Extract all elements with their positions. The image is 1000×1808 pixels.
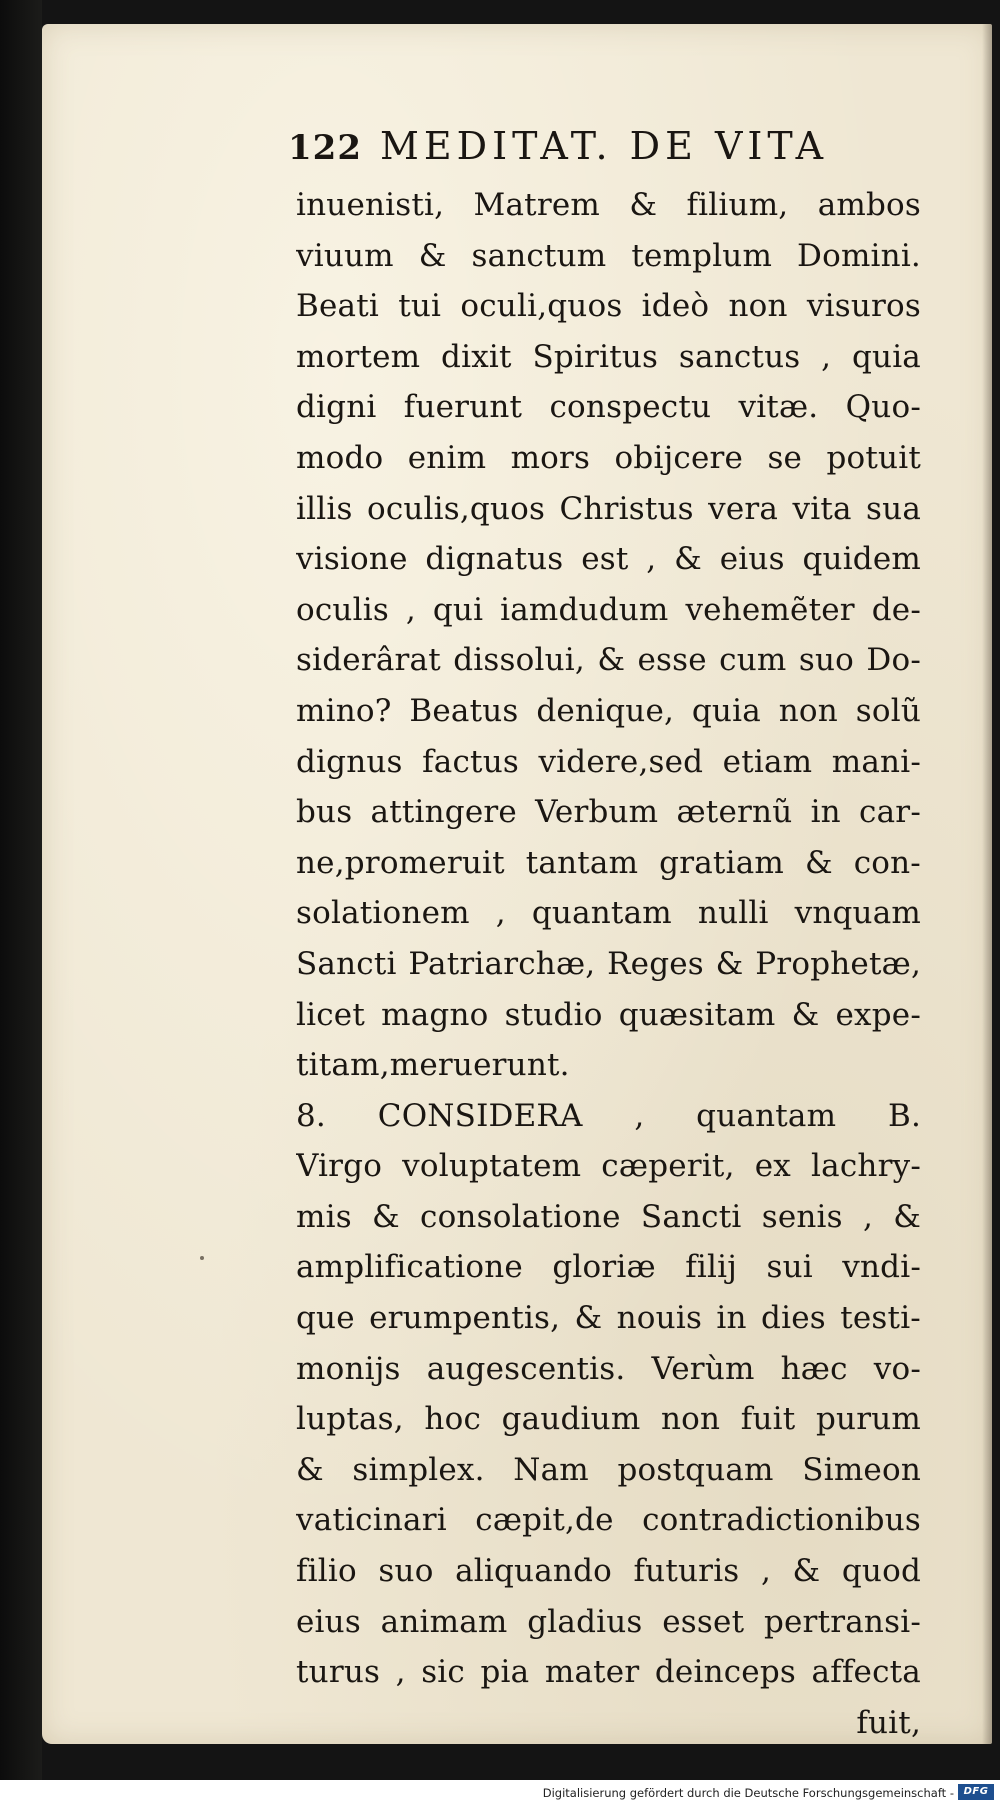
text-line: Virgo voluptatem cæperit, ex lachry- (296, 1148, 921, 1185)
text-line: licet magno studio quæsitam & expe- (296, 996, 921, 1033)
text-line: luptas, hoc gaudium non fuit purum (296, 1401, 921, 1438)
text-line: dignus factus videre,sed etiam mani- (296, 743, 921, 780)
text-line: mis & consolatione Sancti senis , & (296, 1198, 921, 1235)
running-head-title: MEDITAT. DE VITA (379, 124, 829, 168)
page-edge-shadow (982, 24, 992, 1744)
text-line: ne,promeruit tantam gratiam & con- (296, 844, 921, 881)
text-line: eius animam gladius esset pertransi- (296, 1603, 921, 1640)
text-line: vaticinari cæpit,de contradictionibus (296, 1502, 921, 1539)
text-line: bus attingere Verbum æternũ in car- (296, 794, 921, 831)
body-text (296, 180, 921, 1748)
text-line: que erumpentis, & nouis in dies testi- (296, 1300, 921, 1337)
text-line: modo enim mors obijcere se potuit (296, 439, 921, 476)
catchword: fuit, (856, 1704, 921, 1741)
page-number: 122 (288, 128, 362, 168)
text-line: digni fuerunt conspectu vitæ. Quo- (296, 389, 921, 426)
dfg-logo: DFG (958, 1784, 994, 1800)
scan-background-left (0, 0, 42, 1808)
text-line: viuum & sanctum templum Domini. (296, 237, 921, 274)
text-line: illis oculis,quos Christus vera vita sua (296, 490, 921, 527)
text-line: solationem , quantam nulli vnquam (296, 895, 921, 932)
section-heading-line: 8. CONSIDERA , quantam B. (296, 1097, 921, 1134)
text-line: visione dignatus est , & eius quidem (296, 541, 921, 578)
text-line: turus , sic pia mater deinceps affecta (296, 1654, 921, 1691)
text-line: Sancti Patriarchæ, Reges & Prophetæ, (296, 945, 921, 982)
text-line: titam,meruerunt. (296, 1047, 570, 1084)
text-line: siderârat dissolui, & esse cum suo Do- (296, 642, 921, 679)
text-line: mortem dixit Spiritus sanctus , quia (296, 338, 921, 375)
running-head (288, 124, 828, 184)
paper-speck (200, 1256, 204, 1260)
text-line: filio suo aliquando futuris , & quod (296, 1553, 921, 1590)
text-line: & simplex. Nam postquam Simeon (296, 1451, 921, 1488)
text-line: oculis , qui iamdudum vehemẽter de- (296, 591, 921, 628)
text-line: mino? Beatus denique, quia non solũ (296, 692, 921, 729)
text-line: amplificatione gloriæ filij sui vndi- (296, 1249, 921, 1286)
text-line: monijs augescentis. Verùm hæc vo- (296, 1350, 921, 1387)
digitization-credit: Digitalisierung gefördert durch die Deutsche Forschungsgemeinschaft - (542, 1786, 954, 1800)
text-line: inuenisti, Matrem & filium, ambos (296, 187, 921, 223)
text-line: Beati tui oculi,quos ideò non visuros (296, 288, 921, 325)
